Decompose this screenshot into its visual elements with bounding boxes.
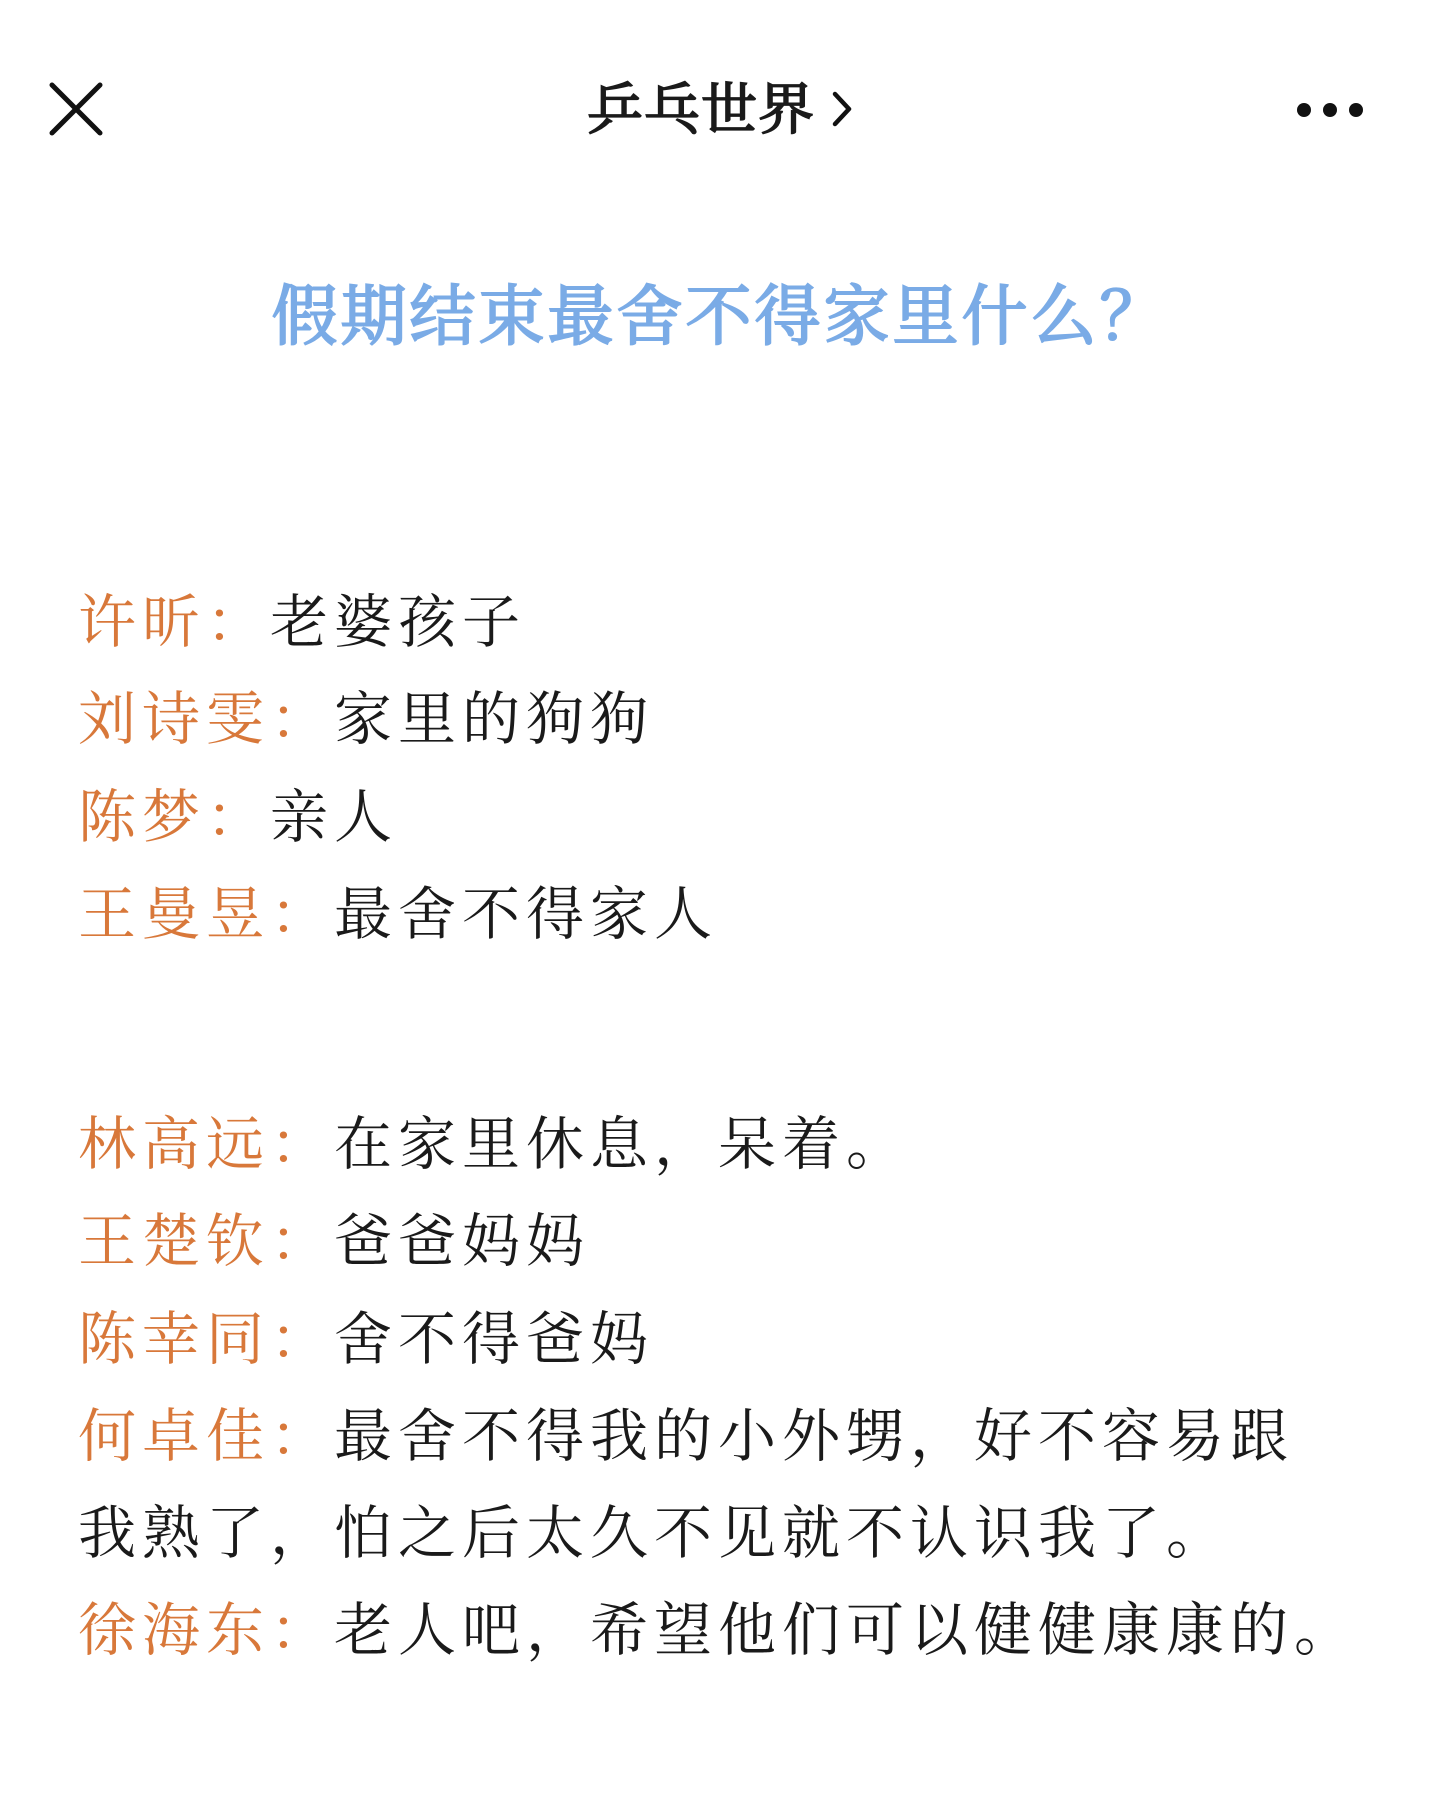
answer-text: 爸爸妈妈 — [334, 1207, 591, 1276]
answer-row — [78, 866, 1348, 963]
speaker-name: 陈幸同： — [78, 1304, 335, 1373]
answer-row — [78, 1388, 1348, 1583]
speaker-name: 王曼昱： — [78, 879, 335, 948]
chevron-right-icon — [831, 75, 853, 145]
answer-text: 在家里休息，呆着。 — [334, 1110, 911, 1178]
article-headline: 假期结束最舍不得家里什么？ — [271, 278, 1169, 355]
answer-row — [78, 769, 1348, 866]
answer-text: 最舍不得我的小外甥，好不容易跟我熟了，怕之后太久不见就不认识我了。 — [78, 1401, 1295, 1568]
answer-row — [78, 574, 1348, 671]
account-title-link[interactable] — [0, 76, 1440, 146]
answer-text: 家里的狗狗 — [334, 685, 655, 754]
speaker-name: 何卓佳： — [78, 1401, 335, 1470]
answer-group-1 — [78, 574, 1348, 963]
answer-row — [78, 671, 1348, 768]
answer-text: 亲人 — [270, 782, 399, 851]
account-name: 乒乓世界 — [587, 78, 815, 143]
speaker-name: 陈梦： — [78, 782, 271, 851]
answer-group-2 — [78, 1096, 1359, 1680]
answer-text: 老人吧，希望他们可以健健康康的。 — [334, 1596, 1359, 1665]
more-icon — [1290, 94, 1370, 126]
answer-text: 最舍不得家人 — [334, 879, 719, 948]
speaker-name: 刘诗雯： — [78, 685, 335, 754]
answer-text: 老婆孩子 — [270, 588, 527, 656]
answer-row — [78, 1193, 1348, 1290]
speaker-name: 王楚钦： — [78, 1207, 335, 1276]
answer-text: 舍不得爸妈 — [334, 1304, 655, 1373]
answer-row — [78, 1582, 1359, 1679]
more-options-button[interactable] — [1290, 94, 1370, 126]
speaker-name: 徐海东： — [78, 1596, 335, 1665]
speaker-name: 林高远： — [78, 1110, 335, 1178]
answer-row — [78, 1291, 1348, 1388]
top-navigation-bar — [0, 0, 1440, 215]
answer-row — [78, 1096, 1348, 1193]
speaker-name: 许昕： — [78, 588, 271, 656]
